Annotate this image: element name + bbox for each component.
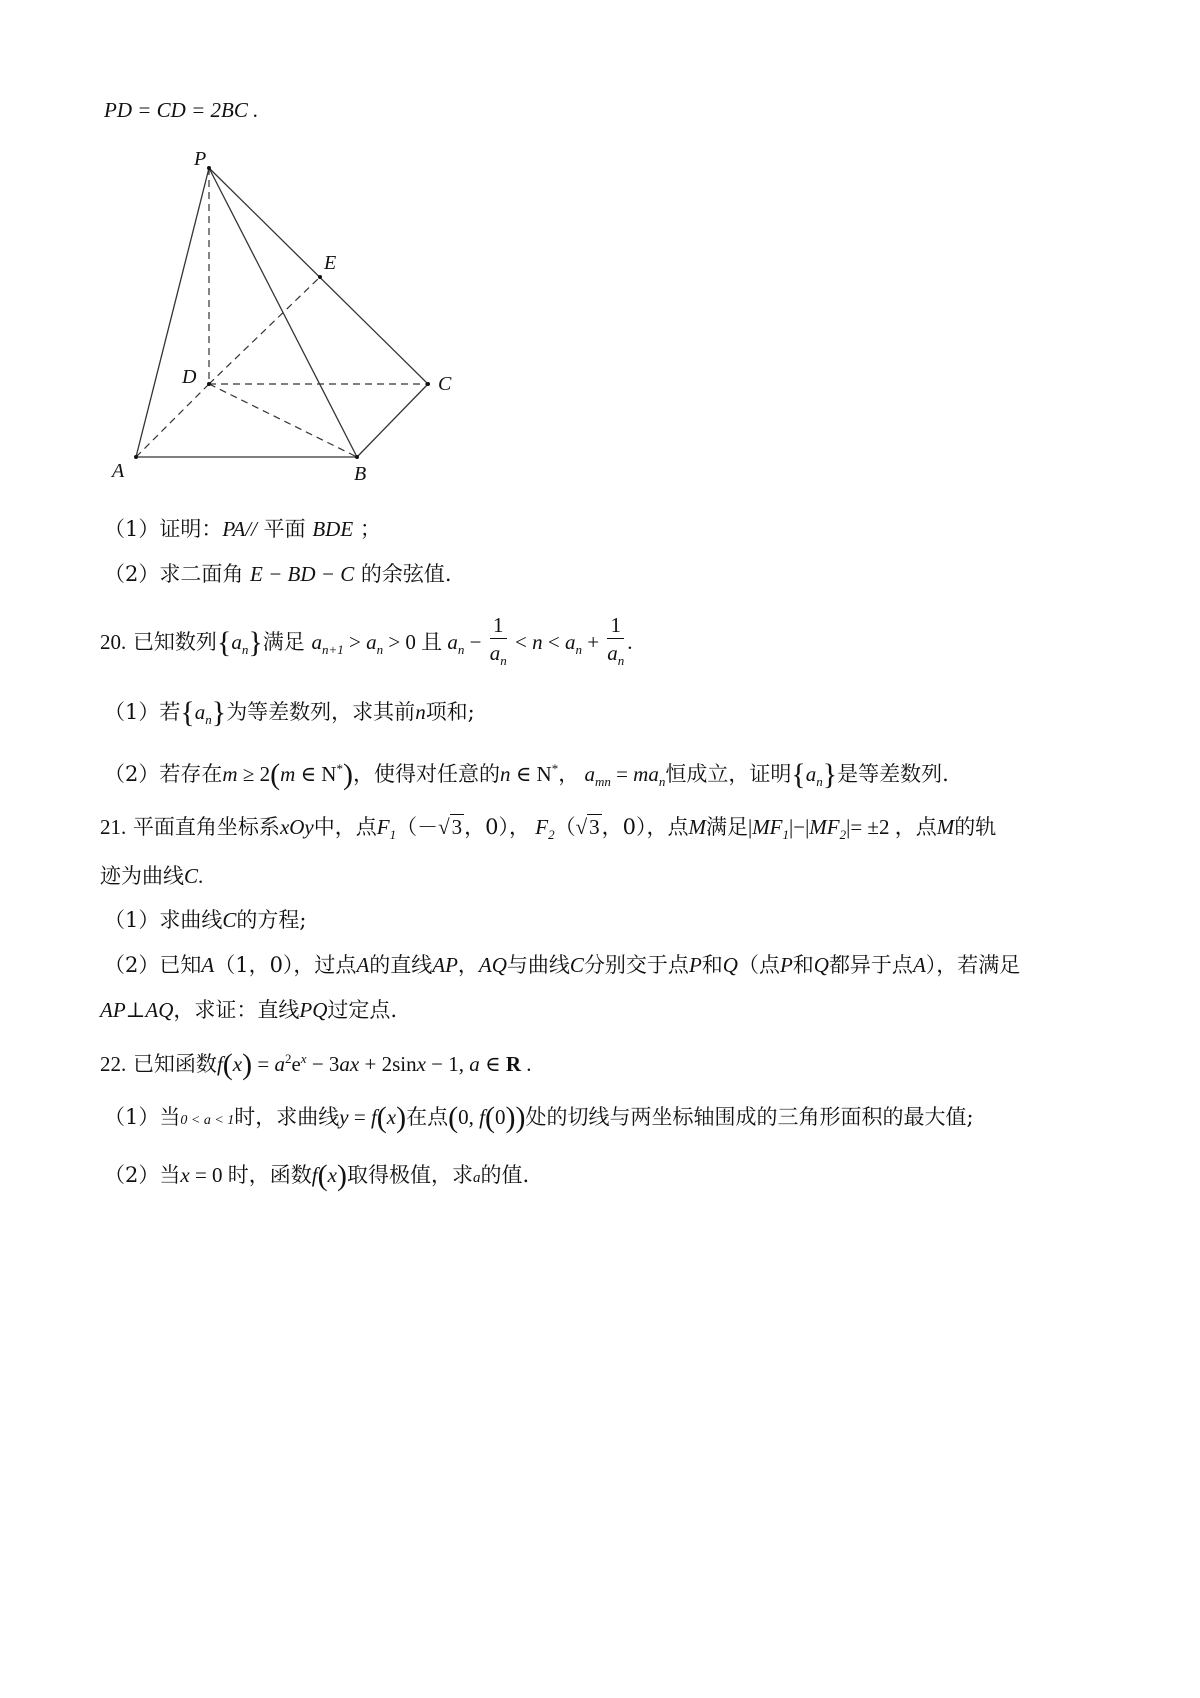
q21-part1: （1）求曲线C的方程;: [104, 908, 307, 932]
q19-part2: （2）求二面角 E − BD − C 的余弦值.: [104, 562, 452, 586]
q22-part1: （1）当0 < a < 1时，求曲线y = f(x)在点(0, f(0))处的切线与两坐标轴围成的三角形面积的最大值;: [104, 1101, 974, 1134]
q21-line2: 迹为曲线C.: [100, 864, 204, 888]
label-E: E: [324, 252, 337, 274]
edge-BC: [357, 384, 428, 457]
q22-part2: （2）当x = 0 时，函数f(x)取得极值，求a的值.: [104, 1159, 530, 1192]
q20-part1: （1）若$\{a_n\}$为等差数列，求其前n项和;: [104, 696, 475, 729]
q22-statement: 22. 已知函数$f(x) = a^2e^x - 3ax + 2\sin x - 1$, a ∈ R .: [100, 1048, 532, 1081]
q20-statement: 20. 已知数列$\{a_n\}$满足 $a_{n+1} > a_n > 0$ 且 $a_n$ − $\frac{1}{a_n}$ < $n < a_n$ + $\frac{1}{a_n}$ .: [100, 613, 633, 669]
top-condition: [104, 96, 258, 124]
q19-part1: （1）证明：PA// 平面 BDE ；: [104, 517, 381, 541]
label-P: P: [194, 148, 207, 170]
label-A: A: [112, 460, 125, 482]
edge-DE: [209, 277, 320, 384]
q21-part2: （2）已知A（1，0），过点A的直线AP，AQ与曲线C分别交于点P和Q（点P和Q都异于点A），若满足: [104, 953, 1021, 977]
q20-part2: （2）若存在m ≥ 2(m ∈ N*)，使得对任意的n ∈ N*， $a_{mn} = ma_n$恒成立，证明$\{a_n\}$是等差数列.: [104, 758, 949, 791]
pyramid-figure: [100, 140, 480, 500]
label-C: C: [438, 373, 452, 395]
q21-line1: 21. 平面直角坐标系xOy中，点$F_1(-√3$，0）， $F_2(√3$，0），点M满足$|MF_1|-|MF_2|= \pm 2$ ，点M的轨: [100, 815, 997, 843]
label-B: B: [354, 463, 367, 485]
label-D: D: [182, 366, 197, 388]
condition-math: PD = CD = 2BC .: [104, 98, 259, 122]
edge-DB: [209, 384, 357, 457]
edge-AD: [136, 384, 209, 457]
q21-part3: AP⊥AQ，求证：直线PQ过定点.: [100, 998, 398, 1022]
edge-PA: [136, 168, 209, 457]
